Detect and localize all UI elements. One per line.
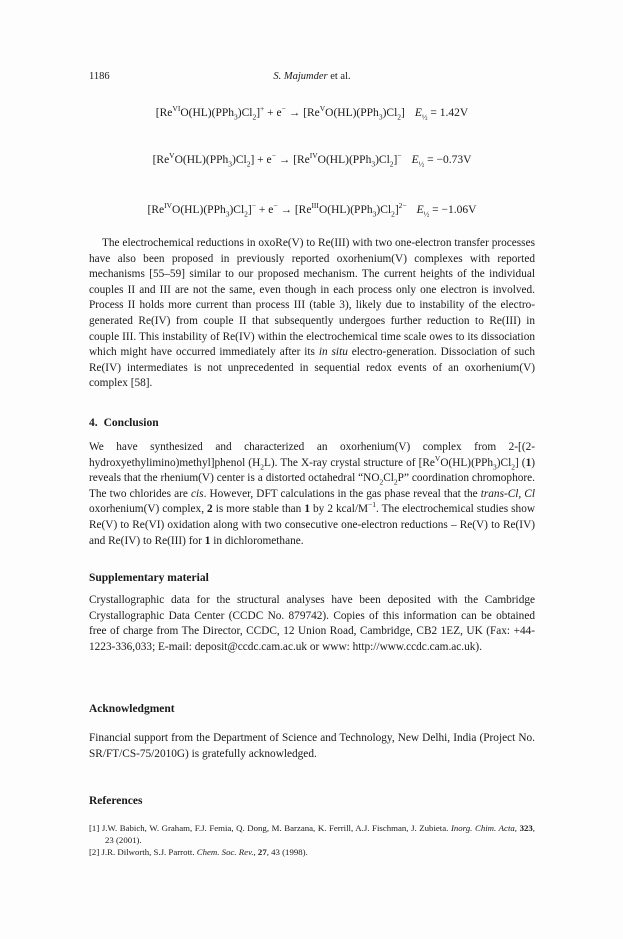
section-heading-supplementary xyxy=(89,571,535,586)
conclusion-paragraph: We have synthesized and characterized an oxorhenium(V) complex from 2-[(2-hydroxyethylimino)methyl]phenol $(H_2L)$. The X-ray crystal structure of $[Re^VO(HL)(PPh_3)Cl_2]$ (1) reveals that the rhenium(V) center is a distorted octahedral “$NO_2Cl_2P$” coordination chromophore. The two chlorides are cis. However, DFT calculations in the gas phase reveal that the trans-Cl, Cl oxorhenium(V) complex, 2 is more stable than 1 by 2 kcal/$M^{-1}$. The electrochemical studies show Re(V) to Re(VI) oxidation along with two consecutive one-electron reductions – Re(V) to Re(IV) and Re(IV) to Re(III) for 1 in dichloromethane. xyxy=(89,441,536,547)
equation-2 xyxy=(89,152,535,168)
equation-3-potential-label: $E_{\frac{1}{2}}$ = xyxy=(416,204,442,219)
equation-2-reaction: $[Re^VO(HL)(PPh_3)Cl_2] + e^- \to [Re^{IV}O(HL)(PPh_3)Cl_2]^-$ xyxy=(152,151,402,169)
supplementary-title: Supplementary material xyxy=(89,572,209,584)
running-author: S. Majumder xyxy=(273,71,328,82)
equation-1-reaction: $[Re^{VI}O(HL)(PPh_3)Cl_2]^+ + e^- \to [Re^VO(HL)(PPh_3)Cl_2]$ xyxy=(155,104,405,122)
section-heading-references xyxy=(89,794,535,809)
equation-1-potential-label: $E_{\frac{1}{2}}$ = xyxy=(414,107,440,122)
equation-3 xyxy=(89,202,535,218)
equation-2-potential: −0.73V xyxy=(436,154,472,166)
reference-list xyxy=(89,822,535,858)
body-paragraph-block xyxy=(89,236,535,392)
equation-1 xyxy=(89,105,535,121)
running-header xyxy=(89,70,535,84)
body-paragraph: The electrochemical reductions in oxoRe(V) to Re(III) with two one-electron transfer processes have also been proposed in previously reported oxorhenium(V) complexes with reported mechanisms [55–59] similar to our proposed mechanism. The current heights of the individual couples II and III are not the same, even though in each process only one electron is involved. Process II holds more current than process III (table 3), likely due to instability of the electro-generated Re(IV) from couple II that subsequently undergoes further reduction to Re(III) in couple III. This instability of Re(IV) within the electrochemical time scale owes to its dissociation which might have occurred immediately after its in situ electro-generation. Dissociation of such Re(IV) intermediates is not unprecedented in sequential redox events of an oxorhenium(V) complex [58]. xyxy=(89,237,535,390)
supplementary-block xyxy=(89,593,535,655)
equation-1-potential: 1.42V xyxy=(439,107,469,119)
running-etal: et al. xyxy=(327,71,351,82)
page-number: 1186 xyxy=(89,71,110,82)
equation-2-potential-label: $E_{\frac{1}{2}}$ = xyxy=(411,154,437,169)
supplementary-paragraph: Crystallographic data for the structural analyses have been deposited with the Cambridge Crystallographic Data Center (CCDC No. 879742). Copies of this information can be obtained free of charge from The Director, CCDC, 12 Union Road, Cambridge, CB2 1EZ, UK (Fax: +44-1223-336,033; E-mail: deposit@ccdc.cam.ac.uk or www: http://www.ccdc.cam.ac.uk). xyxy=(89,594,535,653)
acknowledgment-block xyxy=(89,731,535,762)
section-heading-conclusion xyxy=(89,416,535,431)
acknowledgment-paragraph: Financial support from the Department of Science and Technology, New Delhi, India (Project No. SR/FT/CS-75/2010G) is gratefully acknowledged. xyxy=(89,732,535,760)
references-title: References xyxy=(89,795,143,807)
acknowledgment-title: Acknowledgment xyxy=(89,703,175,715)
equation-3-potential: −1.06V xyxy=(441,204,477,216)
section-number: 4. xyxy=(89,417,98,429)
conclusion-block xyxy=(89,440,535,549)
running-title xyxy=(89,70,535,84)
section-heading-acknowledgment xyxy=(89,702,535,717)
reference-item: [1] J.W. Babich, W. Graham, F.J. Femia, Q. Dong, M. Barzana, K. Ferrill, A.J. Fischman, J. Zubieta. Inorg. Chim. Acta, 323, 23 (2001). xyxy=(89,823,535,845)
equation-3-reaction: $[Re^{IV}O(HL)(PPh_3)Cl_2]^- + e^- \to [Re^{III}O(HL)(PPh_3)Cl_2]^{2-}$ xyxy=(147,201,407,219)
section-title: Conclusion xyxy=(103,417,159,429)
reference-item: [2] J.R. Dilworth, S.J. Parrott. Chem. Soc. Rev., 27, 43 (1998). xyxy=(89,847,308,857)
